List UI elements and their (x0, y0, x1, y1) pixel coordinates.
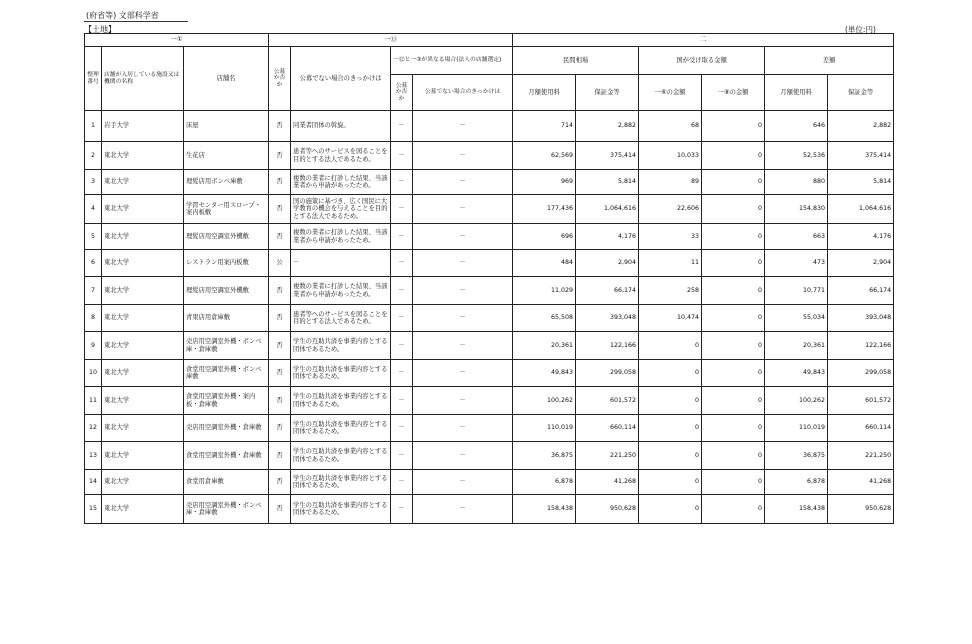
data-table (84, 33, 894, 524)
cell-state-2: 0 (702, 415, 765, 442)
cell-gap-monthly: 52,536 (765, 142, 828, 170)
group-header-1: 一① (85, 34, 269, 47)
cell-no: 15 (85, 495, 102, 524)
table-row (85, 250, 894, 277)
cell-facility: 東北大学 (102, 250, 184, 277)
cell-state-2: 0 (702, 224, 765, 250)
cell-state-2: 0 (702, 332, 765, 360)
cell-public2: － (391, 360, 413, 387)
cell-reason2: － (413, 442, 513, 470)
col-reason2: 公募でない場合のきっかけは (413, 75, 513, 111)
cell-private-monthly: 969 (513, 170, 576, 195)
cell-store: 食堂用空調室外機・倉庫敷 (184, 442, 269, 470)
cell-store: 売店用空調室外機・ボンベ庫・倉庫敷 (184, 495, 269, 524)
cell-private-deposit: 41,268 (576, 470, 639, 495)
cell-gap-deposit: 375,414 (828, 142, 894, 170)
cell-reason2: － (413, 387, 513, 415)
cell-public2: － (391, 415, 413, 442)
cell-store: 食堂用空調室外機・ボンベ庫敷 (184, 360, 269, 387)
cell-public: 否 (269, 332, 291, 360)
cell-store: 理髪店用空調室外機敷 (184, 224, 269, 250)
cell-gap-monthly: 154,830 (765, 195, 828, 224)
cell-state-1: 10,033 (639, 142, 702, 170)
cell-state-2: 0 (702, 360, 765, 387)
cell-state-2: 0 (702, 142, 765, 170)
cell-state-1: 258 (639, 277, 702, 305)
cell-gap-deposit: 393,048 (828, 305, 894, 332)
cell-reason: 学生の互助共済を事業内容とする団体であるため。 (291, 442, 391, 470)
cell-public: 否 (269, 195, 291, 224)
cell-gap-deposit: 5,814 (828, 170, 894, 195)
cell-facility: 東北大学 (102, 442, 184, 470)
cell-store: 売店用空調室外機・倉庫敷 (184, 415, 269, 442)
table-row (85, 360, 894, 387)
subheader-state: 国が受け取る金額 (639, 47, 765, 75)
cell-state-1: 0 (639, 415, 702, 442)
cell-no: 5 (85, 224, 102, 250)
cell-public: 否 (269, 142, 291, 170)
cell-public2: － (391, 305, 413, 332)
col-state-2: 一⑧の金額 (702, 75, 765, 111)
cell-public: 否 (269, 170, 291, 195)
cell-no: 4 (85, 195, 102, 224)
cell-gap-monthly: 100,262 (765, 387, 828, 415)
subheader-diff: 一⑫と一③が異なる場合(法人の店舗選定) (391, 47, 513, 75)
cell-state-1: 22,606 (639, 195, 702, 224)
cell-reason2: － (413, 332, 513, 360)
cell-reason: 学生の互助共済を事業内容とする団体であるため。 (291, 387, 391, 415)
cell-state-2: 0 (702, 250, 765, 277)
cell-public: 否 (269, 360, 291, 387)
cell-reason2: － (413, 305, 513, 332)
cell-facility: 東北大学 (102, 495, 184, 524)
cell-state-1: 68 (639, 111, 702, 142)
cell-no: 7 (85, 277, 102, 305)
cell-reason2: － (413, 195, 513, 224)
cell-private-deposit: 375,414 (576, 142, 639, 170)
cell-state-2: 0 (702, 495, 765, 524)
cell-gap-deposit: 66,174 (828, 277, 894, 305)
cell-private-monthly: 177,436 (513, 195, 576, 224)
cell-facility: 東北大学 (102, 195, 184, 224)
cell-facility: 東北大学 (102, 224, 184, 250)
table-row (85, 195, 894, 224)
cell-state-1: 0 (639, 332, 702, 360)
cell-public2: － (391, 332, 413, 360)
cell-private-deposit: 221,250 (576, 442, 639, 470)
cell-state-2: 0 (702, 387, 765, 415)
cell-private-monthly: 65,508 (513, 305, 576, 332)
cell-reason2: － (413, 111, 513, 142)
ministry-underline (84, 21, 188, 22)
ministry-label: (府省等) 文部科学省 (86, 11, 159, 20)
cell-private-deposit: 393,048 (576, 305, 639, 332)
cell-reason: 複数の業者に打診した結果、当該業者から申請があったため。 (291, 277, 391, 305)
cell-state-2: 0 (702, 470, 765, 495)
cell-gap-monthly: 473 (765, 250, 828, 277)
cell-private-monthly: 11,029 (513, 277, 576, 305)
col-reason: 公募でない場合のきっかけは (291, 47, 391, 111)
cell-gap-deposit: 299,058 (828, 360, 894, 387)
cell-private-monthly: 6,878 (513, 470, 576, 495)
cell-private-deposit: 122,166 (576, 332, 639, 360)
col-no: 整理番号 (85, 47, 102, 111)
cell-no: 1 (85, 111, 102, 142)
cell-private-deposit: 2,904 (576, 250, 639, 277)
cell-no: 9 (85, 332, 102, 360)
cell-store: 食堂用倉庫敷 (184, 470, 269, 495)
subheader-gap: 差額 (765, 47, 894, 75)
cell-store: 学習センター用スロープ・案内板敷 (184, 195, 269, 224)
cell-facility: 東北大学 (102, 277, 184, 305)
cell-state-1: 0 (639, 360, 702, 387)
cell-gap-monthly: 20,361 (765, 332, 828, 360)
cell-gap-monthly: 49,843 (765, 360, 828, 387)
table-row (85, 332, 894, 360)
col-private-monthly: 月額使用料 (513, 75, 576, 111)
cell-gap-monthly: 10,771 (765, 277, 828, 305)
cell-reason: 学生の互助共済を事業内容とする団体であるため。 (291, 415, 391, 442)
cell-reason2: － (413, 170, 513, 195)
cell-store: レストラン用案内板敷 (184, 250, 269, 277)
table-row (85, 305, 894, 332)
col-public: 公募か否か (269, 47, 291, 111)
table-row (85, 470, 894, 495)
cell-state-2: 0 (702, 277, 765, 305)
col-store: 店舗名 (184, 47, 269, 111)
cell-reason: 同業者団体の斡旋。 (291, 111, 391, 142)
cell-private-monthly: 158,438 (513, 495, 576, 524)
cell-public: 否 (269, 442, 291, 470)
col-public2: 公募か否か (391, 75, 413, 111)
cell-state-1: 0 (639, 442, 702, 470)
cell-gap-deposit: 41,268 (828, 470, 894, 495)
cell-store: 生花店 (184, 142, 269, 170)
cell-reason2: － (413, 250, 513, 277)
cell-private-monthly: 20,361 (513, 332, 576, 360)
category-label: 【土地】 (84, 25, 116, 34)
cell-reason: 複数の業者に打診した結果、当該業者から申請があったため。 (291, 224, 391, 250)
cell-gap-monthly: 663 (765, 224, 828, 250)
cell-gap-monthly: 55,034 (765, 305, 828, 332)
cell-state-1: 0 (639, 470, 702, 495)
cell-store: 床屋 (184, 111, 269, 142)
cell-public2: － (391, 142, 413, 170)
group-header-13: 一⑬ (269, 34, 513, 47)
cell-gap-monthly: 880 (765, 170, 828, 195)
cell-state-1: 10,474 (639, 305, 702, 332)
cell-public2: － (391, 195, 413, 224)
col-facility: 店舗が入居している施設又は機関の名称 (102, 47, 184, 111)
cell-reason2: － (413, 224, 513, 250)
cell-no: 6 (85, 250, 102, 277)
cell-state-1: 11 (639, 250, 702, 277)
cell-facility: 岩手大学 (102, 111, 184, 142)
cell-private-deposit: 299,058 (576, 360, 639, 387)
cell-gap-monthly: 110,019 (765, 415, 828, 442)
table-row (85, 415, 894, 442)
cell-private-deposit: 5,814 (576, 170, 639, 195)
cell-private-monthly: 62,569 (513, 142, 576, 170)
cell-private-monthly: 696 (513, 224, 576, 250)
cell-store: 理髪店用空調室外機敷 (184, 277, 269, 305)
cell-facility: 東北大学 (102, 305, 184, 332)
table-row (85, 495, 894, 524)
cell-private-monthly: 714 (513, 111, 576, 142)
cell-reason: 患者等へのサービスを図ることを目的とする法人であるため。 (291, 142, 391, 170)
cell-no: 11 (85, 387, 102, 415)
cell-reason2: － (413, 415, 513, 442)
cell-gap-deposit: 2,904 (828, 250, 894, 277)
cell-reason2: － (413, 142, 513, 170)
cell-reason: － (291, 250, 391, 277)
cell-state-1: 33 (639, 224, 702, 250)
cell-private-deposit: 4,176 (576, 224, 639, 250)
cell-gap-deposit: 221,250 (828, 442, 894, 470)
cell-private-deposit: 601,572 (576, 387, 639, 415)
cell-facility: 東北大学 (102, 170, 184, 195)
cell-private-monthly: 100,262 (513, 387, 576, 415)
cell-no: 13 (85, 442, 102, 470)
cell-public2: － (391, 250, 413, 277)
cell-private-deposit: 950,628 (576, 495, 639, 524)
cell-facility: 東北大学 (102, 415, 184, 442)
table-row (85, 142, 894, 170)
cell-reason: 複数の業者に打診した結果、当該業者から申請があったため。 (291, 170, 391, 195)
cell-no: 8 (85, 305, 102, 332)
cell-private-monthly: 484 (513, 250, 576, 277)
table-row (85, 170, 894, 195)
cell-no: 2 (85, 142, 102, 170)
cell-gap-deposit: 2,882 (828, 111, 894, 142)
cell-facility: 東北大学 (102, 142, 184, 170)
cell-private-deposit: 2,882 (576, 111, 639, 142)
cell-reason: 患者等へのサービスを図ることを目的とする法人であるため。 (291, 305, 391, 332)
cell-gap-deposit: 601,572 (828, 387, 894, 415)
table-row (85, 111, 894, 142)
cell-no: 10 (85, 360, 102, 387)
cell-public: 否 (269, 387, 291, 415)
cell-public: 否 (269, 224, 291, 250)
cell-state-2: 0 (702, 170, 765, 195)
cell-facility: 東北大学 (102, 470, 184, 495)
cell-facility: 東北大学 (102, 360, 184, 387)
cell-public2: － (391, 277, 413, 305)
cell-reason: 国の施策に基づき、広く国民に大学教育の機会を与えることを目的とする法人であるため。 (291, 195, 391, 224)
table-row (85, 387, 894, 415)
cell-store: 青果店用倉庫敷 (184, 305, 269, 332)
cell-reason: 学生の互助共済を事業内容とする団体であるため。 (291, 332, 391, 360)
cell-facility: 東北大学 (102, 387, 184, 415)
cell-public: 否 (269, 415, 291, 442)
group-header-2: 二 (513, 34, 894, 47)
cell-store: 売店用空調室外機・ボンベ庫・倉庫敷 (184, 332, 269, 360)
table-row (85, 442, 894, 470)
cell-no: 12 (85, 415, 102, 442)
cell-store: 理髪店用ボンベ庫敷 (184, 170, 269, 195)
cell-state-1: 89 (639, 170, 702, 195)
cell-gap-monthly: 6,878 (765, 470, 828, 495)
cell-public: 否 (269, 277, 291, 305)
cell-private-deposit: 660,114 (576, 415, 639, 442)
cell-public: 否 (269, 470, 291, 495)
cell-reason2: － (413, 277, 513, 305)
subheader-private: 民間相場 (513, 47, 639, 75)
cell-reason2: － (413, 495, 513, 524)
cell-gap-deposit: 122,166 (828, 332, 894, 360)
cell-reason: 学生の互助共済を事業内容とする団体であるため。 (291, 360, 391, 387)
cell-reason2: － (413, 470, 513, 495)
cell-private-deposit: 66,174 (576, 277, 639, 305)
cell-state-2: 0 (702, 305, 765, 332)
table-row (85, 277, 894, 305)
cell-public: 否 (269, 111, 291, 142)
cell-public2: － (391, 224, 413, 250)
cell-private-deposit: 1,064,616 (576, 195, 639, 224)
cell-private-monthly: 36,875 (513, 442, 576, 470)
cell-private-monthly: 110,019 (513, 415, 576, 442)
cell-state-1: 0 (639, 387, 702, 415)
cell-gap-deposit: 660,114 (828, 415, 894, 442)
cell-public2: － (391, 387, 413, 415)
cell-state-2: 0 (702, 195, 765, 224)
cell-gap-deposit: 4,176 (828, 224, 894, 250)
col-private-deposit: 保証金等 (576, 75, 639, 111)
cell-public: 公 (269, 250, 291, 277)
cell-public2: － (391, 442, 413, 470)
cell-public2: － (391, 495, 413, 524)
col-gap-monthly: 月額使用料 (765, 75, 828, 111)
cell-public2: － (391, 470, 413, 495)
cell-gap-deposit: 950,628 (828, 495, 894, 524)
cell-public: 否 (269, 495, 291, 524)
cell-state-1: 0 (639, 495, 702, 524)
cell-gap-monthly: 158,438 (765, 495, 828, 524)
cell-gap-deposit: 1,064,616 (828, 195, 894, 224)
unit-label: (単位:円) (845, 25, 876, 34)
cell-reason2: － (413, 360, 513, 387)
cell-no: 14 (85, 470, 102, 495)
cell-reason: 学生の互助共済を事業内容とする団体であるため。 (291, 470, 391, 495)
col-gap-deposit: 保証金等 (828, 75, 894, 111)
cell-gap-monthly: 646 (765, 111, 828, 142)
cell-reason: 学生の互助共済を事業内容とする団体であるため。 (291, 495, 391, 524)
cell-private-monthly: 49,843 (513, 360, 576, 387)
cell-gap-monthly: 36,875 (765, 442, 828, 470)
cell-state-2: 0 (702, 442, 765, 470)
cell-public2: － (391, 111, 413, 142)
cell-facility: 東北大学 (102, 332, 184, 360)
table-row (85, 224, 894, 250)
cell-public2: － (391, 170, 413, 195)
col-state-1: 一⑥の金額 (639, 75, 702, 111)
cell-no: 3 (85, 170, 102, 195)
cell-store: 食堂用空調室外機・案内板・倉庫敷 (184, 387, 269, 415)
cell-public: 否 (269, 305, 291, 332)
cell-state-2: 0 (702, 111, 765, 142)
